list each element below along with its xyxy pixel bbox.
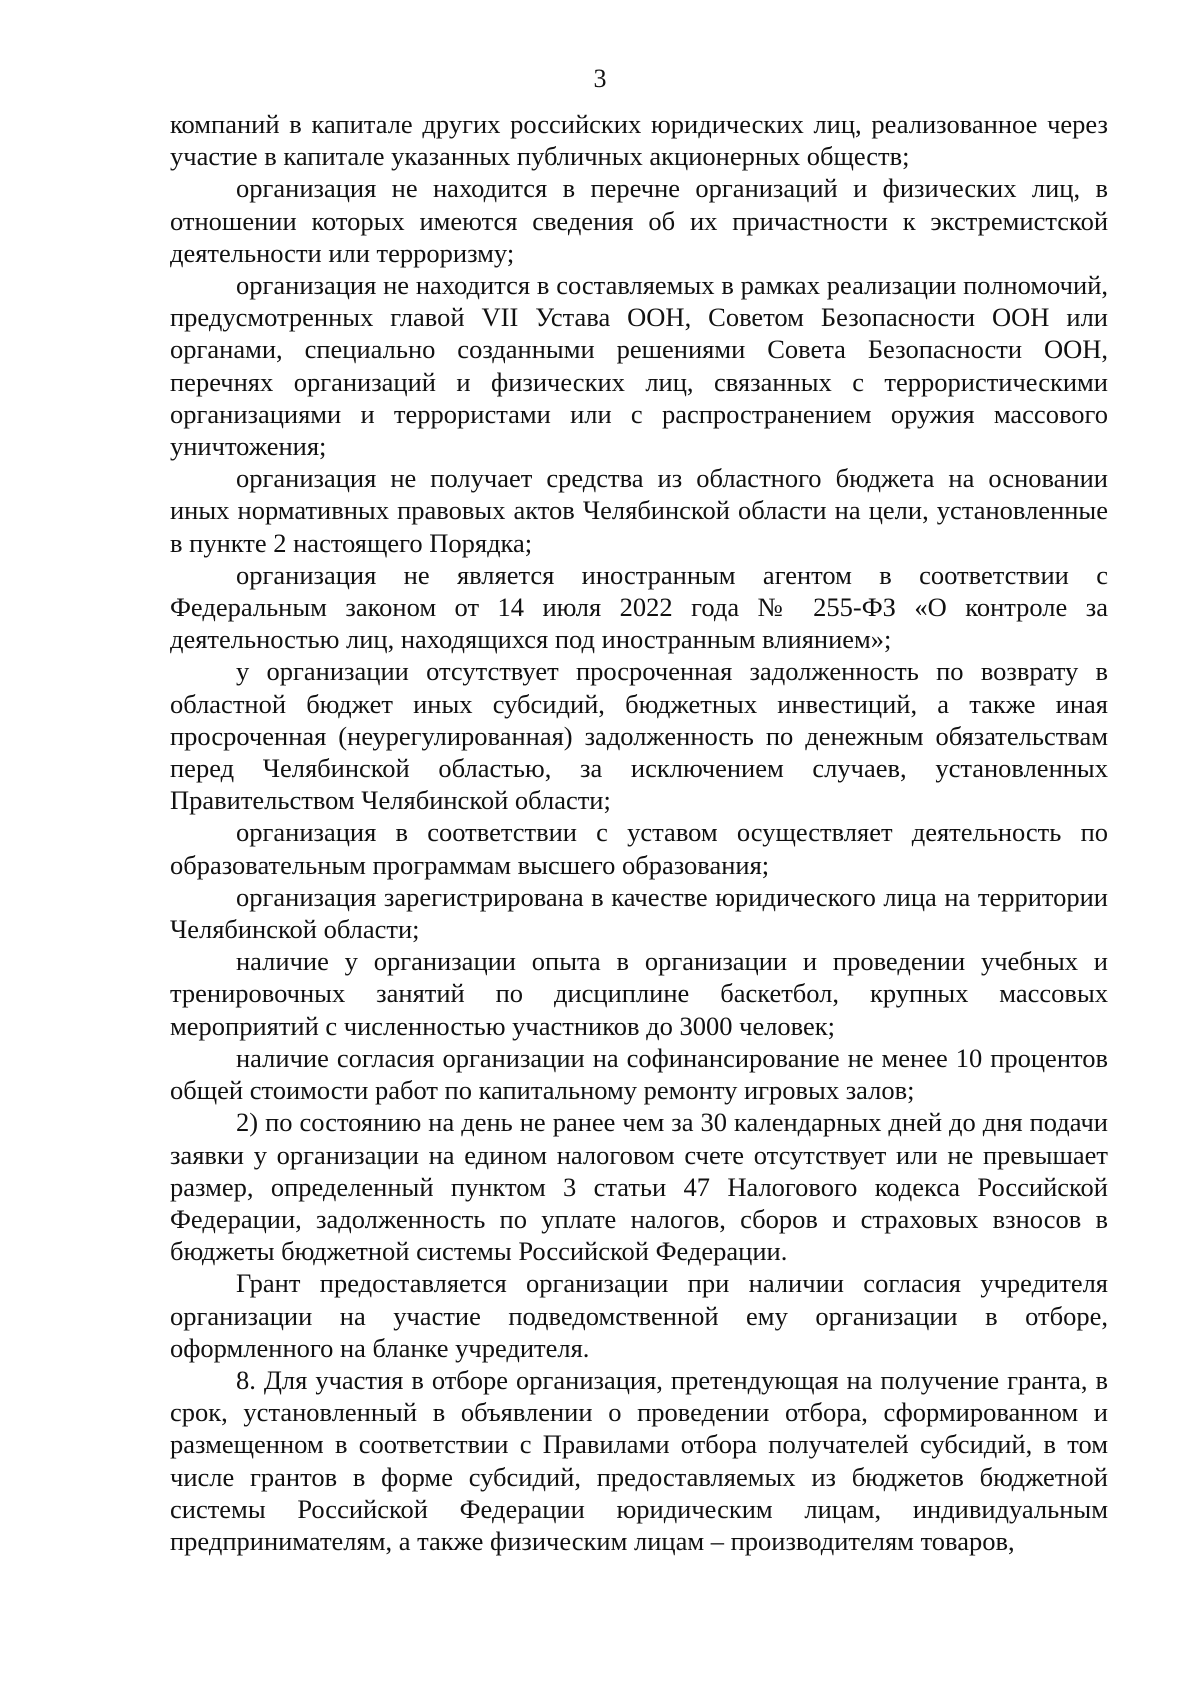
paragraph-basketball-experience: наличие у организации опыта в организации и проведении учебных и тренировочных занятий по дисциплине баскетбол, крупных массовых мероприятий с численностью участников до 3000 человек;	[170, 946, 1108, 1041]
paragraph-cofinancing: наличие согласия организации на софинансирование не менее 10 процентов общей стоимости работ по капитальному ремонту игровых залов;	[170, 1042, 1108, 1106]
paragraph-overdue-debt: у организации отсутствует просроченная задолженность по возврату в областной бюджет иных субсидий, бюджетных инвестиций, а также иная просроченная (неурегулированная) задолженность по денежным обязательствам перед Челябинской областью, за исключением случаев, установленных Правительством Челябинской области;	[170, 656, 1108, 816]
paragraph-foreign-agent: организация не является иностранным агентом в соответствии с Федеральным законом от 14 июля 2022 года № 255-ФЗ «О контроле за деятельностью лиц, находящихся под иностранным влиянием»;	[170, 559, 1108, 655]
paragraph-founder-consent: Грант предоставляется организации при наличии согласия учредителя организации на участие подведомственной ему организации в отборе, оформленного на бланке учредителя.	[170, 1268, 1108, 1363]
paragraph-registration: организация зарегистрирована в качестве юридического лица на территории Челябинской области;	[170, 881, 1108, 945]
paragraph-no-regional-funds: организация не получает средства из областного бюджета на основании иных нормативных правовых актов Челябинской области на цели, установленные в пункте 2 настоящего Порядка;	[170, 463, 1108, 558]
paragraph-tax-debt: 2) по состоянию на день не ранее чем за 30 календарных дней до дня подачи заявки у организации на едином налоговом счете отсутствует или не превышает размер, определенный пунктом 3 статьи 47 Налогового кодекса Российской Федерации, задолженность по уплате налогов, сборов и страховых взносов в бюджеты бюджетной системы Российской Федерации.	[170, 1107, 1108, 1267]
document-body	[170, 108, 1108, 1557]
paragraph-un-sanctions-list: организация не находится в составляемых в рамках реализации полномочий, предусмотренных главой VII Устава ООН, Советом Безопасности ООН или органами, специально созданными решениями Совета Безопасности ООН, перечнях организаций и физических лиц, связанных с террористическими организациями и террористами или с распространением оружия массового уничтожения;	[170, 270, 1108, 462]
paragraph-continuation: компаний в капитале других российских юридических лиц, реализованное через участие в капитале указанных публичных акционерных обществ;	[170, 109, 1108, 172]
paragraph-extremism-list: организация не находится в перечне организаций и физических лиц, в отношении которых имеются сведения об их причастности к экстремистской деятельности или терроризму;	[170, 173, 1108, 268]
paragraph-higher-education: организация в соответствии с уставом осуществляет деятельность по образовательным программам высшего образования;	[170, 817, 1108, 880]
paragraph-selection-participation: 8. Для участия в отборе организация, претендующая на получение гранта, в срок, установленный в объявлении о проведении отбора, сформированном и размещенном в соответствии с Правилами отбора получателей субсидий, в том числе грантов в форме субсидий, предоставляемых из бюджетов бюджетной системы Российской Федерации юридическим лицам, индивидуальным предпринимателям, а также физическим лицам – производителям товаров,	[170, 1364, 1108, 1556]
page-number: 3	[593, 64, 607, 93]
